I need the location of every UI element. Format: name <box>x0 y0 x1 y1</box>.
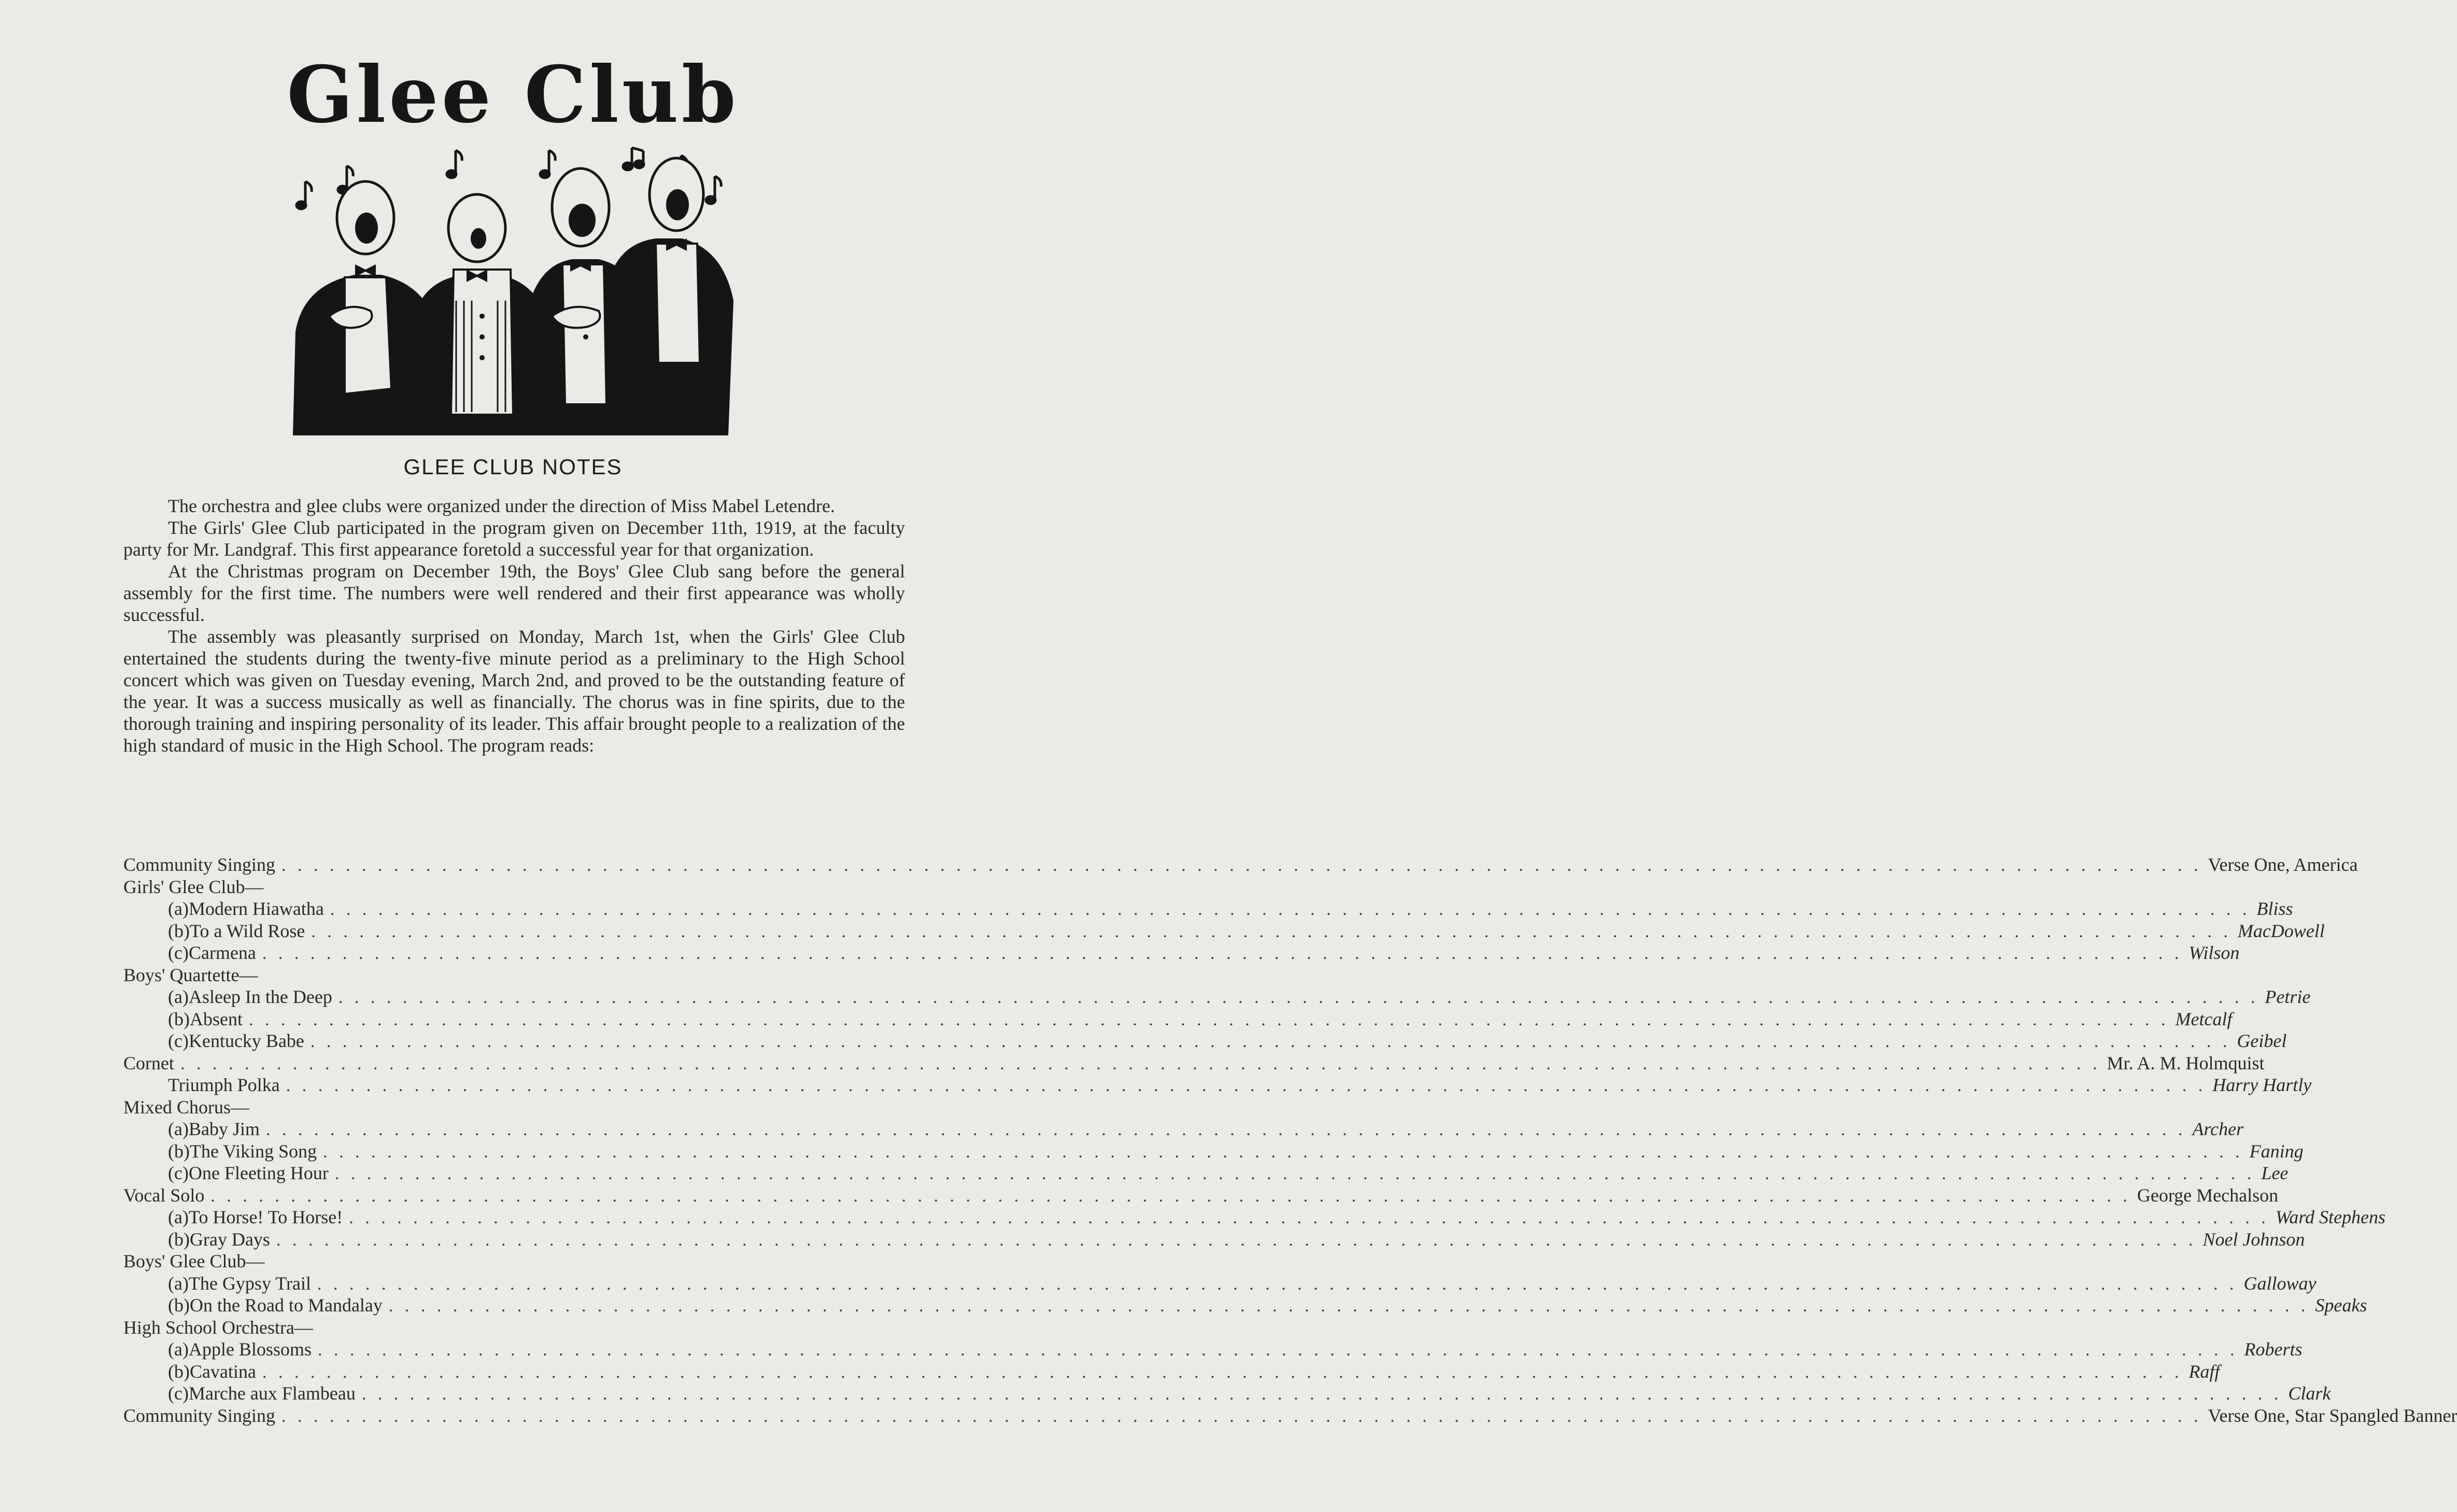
program-item <box>123 1030 2287 1052</box>
paragraph: The orchestra and glee clubs were organized under the direction of Miss Mabel Letendre. <box>168 496 835 516</box>
program-item <box>123 1361 2220 1383</box>
leader-dots: . . . . . . . . . . . . . . . . . . . . . . . . . . . . . . . . . . . . . . . . . . . . . . . . . . . . . . . . . . . . . . . . . . . . . . . . . . . . . . . . . . . . . . . . . . . . . . . . . . . . . . . . . . . . . . . . . . . . . . . . <box>349 1208 2269 1227</box>
program-item-credit: Raff <box>2188 1361 2220 1382</box>
program-item <box>123 1382 2331 1405</box>
program-item-letter: (b) <box>168 1361 190 1382</box>
program-item-letter: (b) <box>168 1228 190 1250</box>
leader-dots: . . . . . . . . . . . . . . . . . . . . . . . . . . . . . . . . . . . . . . . . . . . . . . . . . . . . . . . . . . . . . . . . . . . . . . . . . . . . . . . . . . . . . . . . . . . . . . . . . . . . . . . . . . . . . . . . . . . . . . . . <box>330 900 2251 919</box>
glee-club-notes-heading: GLEE CLUB NOTES <box>403 455 623 479</box>
program-item-credit: Petrie <box>2265 986 2311 1007</box>
program-item-credit: Wilson <box>2188 942 2240 963</box>
program-item <box>123 986 2311 1008</box>
program-item-credit: Noel Johnson <box>2202 1228 2305 1250</box>
program-item <box>123 1273 2317 1295</box>
program-entry <box>123 1184 2279 1207</box>
leader-dots: . . . . . . . . . . . . . . . . . . . . . . . . . . . . . . . . . . . . . . . . . . . . . . . . . . . . . . . . . . . . . . . . . . . . . . . . . . . . . . . . . . . . . . . . . . . . . . . . . . . . . . . . . . . . . . . . . . . . . . . . <box>310 1032 2231 1051</box>
program-item-credit: Archer <box>2192 1119 2244 1139</box>
program-item-credit: Metcalf <box>2175 1008 2233 1029</box>
glee-club-masthead: Glee Club <box>287 49 739 140</box>
leader-dots: . . . . . . . . . . . . . . . . . . . . . . . . . . . . . . . . . . . . . . . . . . . . . . . . . . . . . . . . . . . . . . . . . . . . . . . . . . . . . . . . . . . . . . . . . . . . . . . . . . . . . . . . . . . . . . . . . . . . . . . . <box>210 1186 2131 1206</box>
program-item-title: Baby Jim <box>188 1119 260 1139</box>
paragraph: The assembly was pleasantly surprised on Monday, March 1st, when the Girls' Glee Club entertained the students during the twenty-five minute period as a preliminary to the High School concert which was given on Tuesday evening, March 2nd, and proved to be the outstanding feature of the year. It was a success musically as well as financially. The chorus was in fine spirits, due to the thorough training and inspiring personality of its leader. This affair brought people to a realization of the high standard of music in the High School. The program reads: <box>123 626 905 756</box>
program-item <box>123 920 2325 942</box>
program-item-title: Boys' Glee Club— <box>123 1251 265 1271</box>
leader-dots: . . . . . . . . . . . . . . . . . . . . . . . . . . . . . . . . . . . . . . . . . . . . . . . . . . . . . . . . . . . . . . . . . . . . . . . . . . . . . . . . . . . . . . . . . . . . . . . . . . . . . . . . . . . . . . . . . . . . . . . . <box>276 1230 2197 1250</box>
program-item <box>123 1338 2303 1361</box>
program-item-letter: (b) <box>168 1140 190 1162</box>
program-item-title: The Gypsy Trail <box>188 1273 311 1294</box>
program-item-letter: (b) <box>168 1295 190 1316</box>
program-item <box>123 1294 2367 1317</box>
notes-body <box>123 495 905 756</box>
program-item-letter: (a) <box>168 1339 189 1360</box>
program-item <box>123 1118 2244 1140</box>
leader-dots: . . . . . . . . . . . . . . . . . . . . . . . . . . . . . . . . . . . . . . . . . . . . . . . . . . . . . . . . . . . . . . . . . . . . . . . . . . . . . . . . . . . . . . . . . . . . . . . . . . . . . . . . . . . . . . . . . . . . . . . . <box>338 988 2259 1007</box>
program-item-title: On the Road to Mandalay <box>189 1295 383 1316</box>
program-entry <box>123 1096 905 1119</box>
program-entry <box>123 1317 905 1339</box>
program-item-letter: (c) <box>168 942 189 963</box>
program-item-title: Modern Hiawatha <box>188 898 324 919</box>
leader-dots: . . . . . . . . . . . . . . . . . . . . . . . . . . . . . . . . . . . . . . . . . . . . . . . . . . . . . . . . . . . . . . . . . . . . . . . . . . . . . . . . . . . . . . . . . . . . . . . . . . . . . . . . . . . . . . . . . . . . . . . . <box>311 922 2232 941</box>
program-item <box>123 942 2240 964</box>
program-item-title: Cavatina <box>189 1361 256 1382</box>
program-item-credit: Bliss <box>2256 898 2293 919</box>
paragraph: At the Christmas program on December 19th, the Boys' Glee Club sang before the general assembly for the first time. The numbers were well rendered and their first appearance was wholly successful. <box>123 561 905 625</box>
leader-dots: . . . . . . . . . . . . . . . . . . . . . . . . . . . . . . . . . . . . . . . . . . . . . . . . . . . . . . . . . . . . . . . . . . . . . . . . . . . . . . . . . . . . . . . . . . . . . . . . . . . . . . . . . . . . . . . . . . . . . . . . <box>262 944 2183 963</box>
program-item-letter: (a) <box>168 898 189 919</box>
program-item-title: Carmena <box>188 942 256 963</box>
program-item-title: To a Wild Rose <box>189 920 305 941</box>
leader-dots: . . . . . . . . . . . . . . . . . . . . . . . . . . . . . . . . . . . . . . . . . . . . . . . . . . . . . . . . . . . . . . . . . . . . . . . . . . . . . . . . . . . . . . . . . . . . . . . . . . . . . . . . . . . . . . . . . . . . . . . . <box>281 856 2202 875</box>
program-item-title: Cornet <box>123 1052 174 1073</box>
program-item-credit: Lee <box>2261 1163 2289 1183</box>
program-entry <box>123 876 905 898</box>
program-item-credit: Ward Stephens <box>2275 1207 2386 1227</box>
program-entry <box>123 1405 2457 1427</box>
program-item-credit: Harry Hartly <box>2212 1075 2312 1095</box>
program-item-credit: Clark <box>2288 1383 2331 1404</box>
program-item-letter: (a) <box>168 1273 189 1294</box>
program-entry <box>123 854 2358 876</box>
paragraph: The Girls' Glee Club participated in the program given on December 11th, 1919, at the faculty party for Mr. Landgraf. This first appearance foretold a successful year for that organization. <box>123 517 905 560</box>
program-item-credit: Geibel <box>2237 1030 2287 1051</box>
program-item-title: High School Orchestra— <box>123 1317 313 1338</box>
program-item-letter: (c) <box>168 1383 189 1404</box>
program-item-letter: (c) <box>168 1030 189 1051</box>
program-item <box>123 1162 2289 1184</box>
leader-dots: . . . . . . . . . . . . . . . . . . . . . . . . . . . . . . . . . . . . . . . . . . . . . . . . . . . . . . . . . . . . . . . . . . . . . . . . . . . . . . . . . . . . . . . . . . . . . . . . . . . . . . . . . . . . . . . . . . . . . . . . <box>317 1274 2238 1294</box>
leader-dots: . . . . . . . . . . . . . . . . . . . . . . . . . . . . . . . . . . . . . . . . . . . . . . . . . . . . . . . . . . . . . . . . . . . . . . . . . . . . . . . . . . . . . . . . . . . . . . . . . . . . . . . . . . . . . . . . . . . . . . . . <box>281 1406 2202 1426</box>
program-item-title: Marche aux Flambeau <box>188 1383 356 1404</box>
program-item-credit: MacDowell <box>2237 920 2325 941</box>
program-item-letter: (b) <box>168 1008 190 1029</box>
program-item-title: Girls' Glee Club— <box>123 876 264 897</box>
program-item-title: Asleep In the Deep <box>188 986 332 1007</box>
program-item-title: Community Singing <box>123 854 276 875</box>
program-item-title: One Fleeting Hour <box>188 1163 329 1183</box>
program-item-letter: (b) <box>168 920 190 941</box>
program-item <box>123 1074 2312 1096</box>
program-item-credit: Faning <box>2249 1140 2304 1162</box>
program-item <box>123 1008 2233 1030</box>
leader-dots: . . . . . . . . . . . . . . . . . . . . . . . . . . . . . . . . . . . . . . . . . . . . . . . . . . . . . . . . . . . . . . . . . . . . . . . . . . . . . . . . . . . . . . . . . . . . . . . . . . . . . . . . . . . . . . . . . . . . . . . . <box>248 1010 2169 1029</box>
program-entry <box>123 964 905 986</box>
program-item-letter: (a) <box>168 1119 189 1139</box>
program-item <box>123 1140 2304 1163</box>
program-item-title: Apple Blossoms <box>188 1339 312 1360</box>
program-item-title: Gray Days <box>189 1228 270 1250</box>
program-item-title: To Horse! To Horse! <box>188 1207 343 1227</box>
leader-dots: . . . . . . . . . . . . . . . . . . . . . . . . . . . . . . . . . . . . . . . . . . . . . . . . . . . . . . . . . . . . . . . . . . . . . . . . . . . . . . . . . . . . . . . . . . . . . . . . . . . . . . . . . . . . . . . . . . . . . . . . <box>334 1164 2255 1183</box>
program-item-letter: (a) <box>168 986 189 1007</box>
program-item-title: Absent <box>189 1008 243 1029</box>
leader-dots: . . . . . . . . . . . . . . . . . . . . . . . . . . . . . . . . . . . . . . . . . . . . . . . . . . . . . . . . . . . . . . . . . . . . . . . . . . . . . . . . . . . . . . . . . . . . . . . . . . . . . . . . . . . . . . . . . . . . . . . . <box>262 1362 2183 1382</box>
program-item-credit: Roberts <box>2244 1339 2303 1360</box>
leader-dots: . . . . . . . . . . . . . . . . . . . . . . . . . . . . . . . . . . . . . . . . . . . . . . . . . . . . . . . . . . . . . . . . . . . . . . . . . . . . . . . . . . . . . . . . . . . . . . . . . . . . . . . . . . . . . . . . . . . . . . . . <box>286 1076 2207 1095</box>
leader-dots: . . . . . . . . . . . . . . . . . . . . . . . . . . . . . . . . . . . . . . . . . . . . . . . . . . . . . . . . . . . . . . . . . . . . . . . . . . . . . . . . . . . . . . . . . . . . . . . . . . . . . . . . . . . . . . . . . . . . . . . . <box>265 1120 2186 1139</box>
program-entry <box>123 1052 2265 1075</box>
leader-dots: . . . . . . . . . . . . . . . . . . . . . . . . . . . . . . . . . . . . . . . . . . . . . . . . . . . . . . . . . . . . . . . . . . . . . . . . . . . . . . . . . . . . . . . . . . . . . . . . . . . . . . . . . . . . . . . . . . . . . . . . <box>318 1340 2238 1360</box>
program-item-title: Vocal Solo <box>123 1184 205 1206</box>
leader-dots: . . . . . . . . . . . . . . . . . . . . . . . . . . . . . . . . . . . . . . . . . . . . . . . . . . . . . . . . . . . . . . . . . . . . . . . . . . . . . . . . . . . . . . . . . . . . . . . . . . . . . . . . . . . . . . . . . . . . . . . . <box>361 1384 2282 1404</box>
program-item-letter: (a) <box>168 1207 189 1227</box>
program-item-credit: Verse One, America <box>2208 854 2358 875</box>
program-item-title: Triumph Polka <box>168 1075 280 1095</box>
program-item-credit: Mr. A. M. Holmquist <box>2107 1052 2265 1073</box>
program-item-credit: Verse One, Star Spangled Banner <box>2208 1405 2457 1426</box>
program-item-title: The Viking Song <box>189 1140 317 1162</box>
program-item <box>123 1228 2305 1251</box>
program-item-title: Community Singing <box>123 1405 276 1426</box>
program-item-title: Mixed Chorus— <box>123 1096 249 1118</box>
program-item <box>123 1206 2386 1228</box>
program-item-credit: Galloway <box>2243 1273 2317 1294</box>
program-item-title: Kentucky Babe <box>188 1030 304 1051</box>
program-entry <box>123 1250 905 1273</box>
program-item <box>123 898 2293 920</box>
program-item-credit: Speaks <box>2315 1295 2367 1316</box>
singers-illustration <box>283 145 739 435</box>
leader-dots: . . . . . . . . . . . . . . . . . . . . . . . . . . . . . . . . . . . . . . . . . . . . . . . . . . . . . . . . . . . . . . . . . . . . . . . . . . . . . . . . . . . . . . . . . . . . . . . . . . . . . . . . . . . . . . . . . . . . . . . . <box>388 1296 2309 1316</box>
concert-program <box>123 854 2457 1426</box>
program-item-credit: George Mechalson <box>2137 1184 2279 1206</box>
program-item-title: Boys' Quartette— <box>123 964 258 985</box>
leader-dots: . . . . . . . . . . . . . . . . . . . . . . . . . . . . . . . . . . . . . . . . . . . . . . . . . . . . . . . . . . . . . . . . . . . . . . . . . . . . . . . . . . . . . . . . . . . . . . . . . . . . . . . . . . . . . . . . . . . . . . . . <box>180 1054 2101 1073</box>
leader-dots: . . . . . . . . . . . . . . . . . . . . . . . . . . . . . . . . . . . . . . . . . . . . . . . . . . . . . . . . . . . . . . . . . . . . . . . . . . . . . . . . . . . . . . . . . . . . . . . . . . . . . . . . . . . . . . . . . . . . . . . . <box>323 1142 2243 1162</box>
program-item-letter: (c) <box>168 1163 189 1183</box>
